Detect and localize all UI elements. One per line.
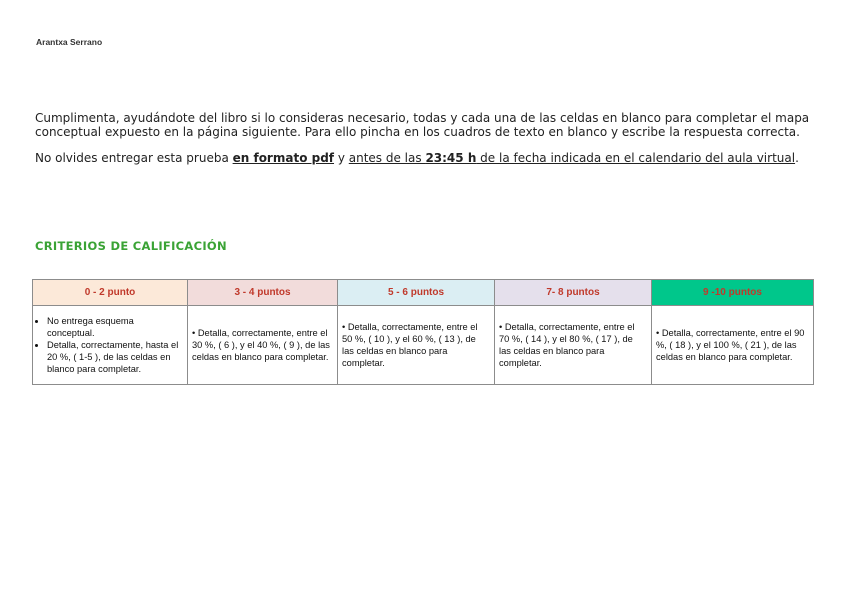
grading-table [32,279,814,385]
grade-cell-3-4: • Detalla, correctamente, entre el 30 %, ( 6 ), y el 40 %, ( 9 ), de las celdas en blanco para completar. [188,306,338,385]
pdf-format-emphasis: en formato pdf [232,151,335,165]
deadline-text [349,151,795,165]
grade-header-7-8: 7- 8 puntos [495,280,652,306]
grade-cell-5-6: • Detalla, correctamente, entre el 50 %, ( 10 ), y el 60 %, ( 13 ), de las celdas en blanco para completar. [338,306,495,385]
author-name: Arantxa Serrano [36,37,103,47]
deadline-time: 23:45 h [425,151,477,165]
note-end: . [795,151,799,165]
grade-cell-0-2 [33,306,188,385]
criteria-title: CRITERIOS DE CALIFICACIÓN [35,239,227,253]
note-text: y [334,151,349,165]
criteria-item: • Detalla, correctamente, hasta el 20 %, ( 1-5 ), de las celdas en blanco para completar. [47,339,183,375]
grade-header-5-6: 5 - 6 puntos [338,280,495,306]
grade-header-0-2: 0 - 2 punto [33,280,188,306]
instructions [35,111,825,165]
grading-criteria-row [33,306,814,385]
grade-header-9-10: 9 -10 puntos [652,280,814,306]
deadline-prefix: antes de las [348,151,426,165]
grade-cell-7-8: • Detalla, correctamente, entre el 70 %, ( 14 ), y el 80 %, ( 17 ), de las celdas en blanco para completar. [495,306,652,385]
note-text: No olvides entregar esta prueba [35,151,233,165]
criteria-list [37,315,183,375]
grading-header-row [33,280,814,306]
grade-cell-9-10: • Detalla, correctamente, entre el 90 %, ( 18 ), y el 100 %, ( 21 ), de las celdas en blanco para completar. [652,306,814,385]
delivery-note [35,151,825,165]
grade-header-3-4: 3 - 4 puntos [188,280,338,306]
deadline-suffix: de la fecha indicada en el calendario del aula virtual [476,151,796,165]
instructions-paragraph: Cumplimenta, ayudándote del libro si lo consideras necesario, todas y cada una de las celdas en blanco para completar el mapa conceptual expuesto en la página siguiente. Para ello pincha en los cuadros de texto en blanco y escribe la respuesta correcta. [35,111,810,139]
criteria-item: • No entrega esquema conceptual. [47,315,183,339]
